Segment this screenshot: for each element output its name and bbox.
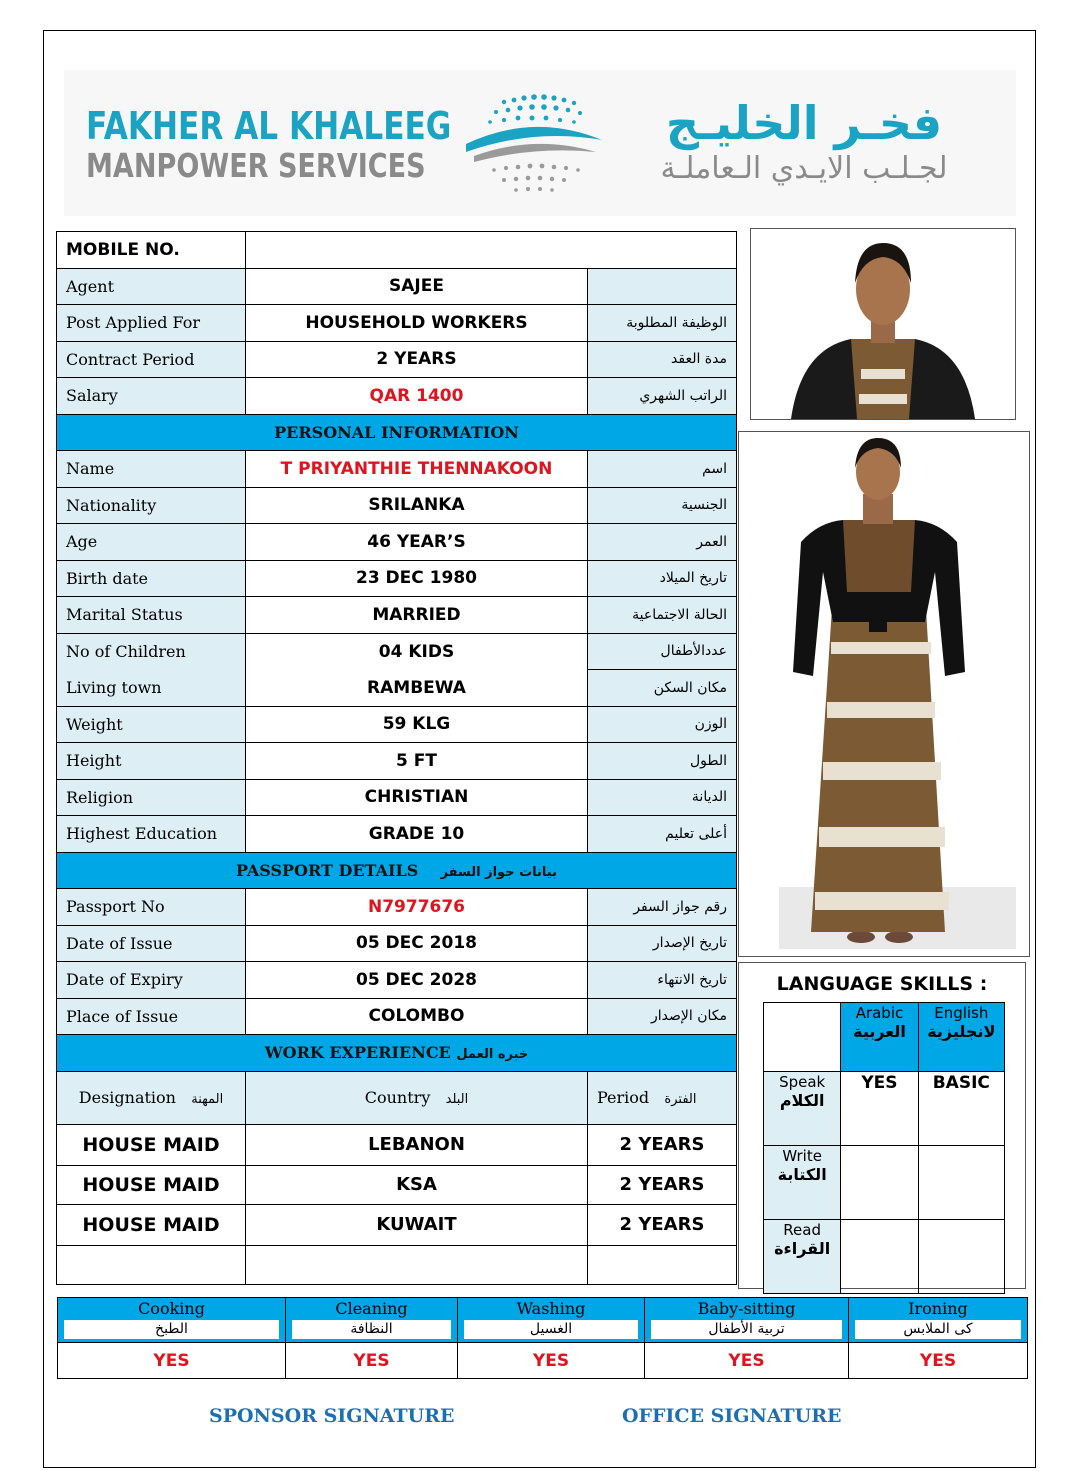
speak-arabic-value: YES <box>841 1072 918 1146</box>
issue-date-label-ar: تاريخ الإصدار <box>588 925 737 962</box>
age-label: Age <box>57 524 246 561</box>
empty-work-row <box>57 1245 737 1284</box>
salary-row <box>57 378 737 415</box>
children-row <box>57 633 737 670</box>
skill-label: Baby-sitting <box>697 1299 796 1318</box>
company-name-ar-line2: لجـلـب الايـدي الـعاملـة <box>660 151 948 186</box>
birthdate-value: 23 DEC 1980 <box>246 560 588 597</box>
religion-value: CHRISTIAN <box>246 779 588 816</box>
skills-header-row <box>58 1298 1028 1343</box>
skills-values-row <box>58 1343 1028 1379</box>
country-header <box>246 1071 588 1124</box>
english-label-ar: لانجليزية <box>927 1022 996 1041</box>
skill-label: Washing <box>516 1299 586 1318</box>
table-row <box>57 1204 737 1245</box>
birthdate-row <box>57 560 737 597</box>
skill-label-ar: الغسيل <box>464 1320 638 1339</box>
speak-label: Speak <box>779 1073 826 1091</box>
skill-cooking-header <box>58 1298 286 1343</box>
read-label: Read <box>783 1221 821 1239</box>
empty-cell <box>588 1245 737 1284</box>
company-logo-icon <box>464 82 604 206</box>
work-country: KUWAIT <box>246 1204 588 1245</box>
designation-label-ar: المهنة <box>191 1092 224 1107</box>
children-label: No of Children <box>57 633 246 670</box>
education-value: GRADE 10 <box>246 816 588 853</box>
company-name-line1: FAKHER AL KHALEEG <box>86 104 452 148</box>
skill-washing-header <box>458 1298 645 1343</box>
height-label: Height <box>57 743 246 780</box>
skill-babysitting-header <box>645 1298 849 1343</box>
language-skills-table <box>763 1002 1005 1294</box>
read-english-value <box>918 1220 1004 1294</box>
skill-ironing-value: YES <box>849 1343 1028 1379</box>
skill-cooking-value: YES <box>58 1343 286 1379</box>
work-period: 2 YEARS <box>588 1204 737 1245</box>
period-label-ar: الفترة <box>664 1092 697 1107</box>
post-label-ar: الوظيفة المطلوبة <box>588 305 737 342</box>
designation-header <box>57 1071 246 1124</box>
country-label-ar: البلد <box>445 1092 469 1107</box>
language-skills-panel <box>738 962 1026 1289</box>
expiry-date-value: 05 DEC 2028 <box>246 962 588 999</box>
passport-no-label-ar: رقم جواز السفر <box>588 889 737 926</box>
arabic-column-header <box>841 1003 918 1072</box>
personal-section-header <box>57 414 737 451</box>
height-label-ar: الطول <box>588 743 737 780</box>
empty-cell <box>246 1245 588 1284</box>
contract-label-ar: مدة العقد <box>588 341 737 378</box>
skill-washing-value: YES <box>458 1343 645 1379</box>
issue-date-value: 05 DEC 2018 <box>246 925 588 962</box>
write-label: Write <box>782 1147 822 1165</box>
work-title: WORK EXPERIENCE <box>264 1043 451 1063</box>
read-arabic-value <box>841 1220 918 1294</box>
company-name-ar <box>624 96 984 188</box>
marital-row <box>57 597 737 634</box>
arabic-label-ar: العربية <box>853 1022 906 1041</box>
portrait-photo <box>750 228 1016 420</box>
language-header-row <box>764 1003 1005 1072</box>
country-label: Country <box>364 1088 431 1107</box>
salary-label: Salary <box>57 378 246 415</box>
skill-label: Cleaning <box>335 1299 408 1318</box>
weight-label-ar: الوزن <box>588 706 737 743</box>
speak-label-ar: الكلام <box>779 1091 825 1110</box>
skill-cleaning-value: YES <box>286 1343 458 1379</box>
height-value: 5 FT <box>246 743 588 780</box>
personal-title: PERSONAL INFORMATION <box>57 414 737 451</box>
nationality-label-ar: الجنسية <box>588 487 737 524</box>
issue-place-label: Place of Issue <box>57 998 246 1035</box>
nationality-label: Nationality <box>57 487 246 524</box>
issue-date-label: Date of Issue <box>57 925 246 962</box>
expiry-date-label-ar: تاريخ الانتهاء <box>588 962 737 999</box>
skill-label-ar: کی الملابس <box>855 1320 1021 1339</box>
salary-label-ar: الراتب الشهري <box>588 378 737 415</box>
speak-label-cell <box>764 1072 841 1146</box>
issue-date-row <box>57 925 737 962</box>
speak-row <box>764 1072 1005 1146</box>
education-label: Highest Education <box>57 816 246 853</box>
work-section-header <box>57 1035 737 1072</box>
work-period: 2 YEARS <box>588 1165 737 1204</box>
name-label: Name <box>57 451 246 488</box>
read-row <box>764 1220 1005 1294</box>
read-label-ar: القراءة <box>774 1239 831 1258</box>
issue-place-label-ar: مكان الإصدار <box>588 998 737 1035</box>
work-columns-header <box>57 1071 737 1124</box>
empty-cell <box>57 1245 246 1284</box>
marital-label: Marital Status <box>57 597 246 634</box>
passport-no-row <box>57 889 737 926</box>
agent-value: SAJEE <box>246 268 588 305</box>
post-label: Post Applied For <box>57 305 246 342</box>
birthdate-label: Birth date <box>57 560 246 597</box>
living-town-row <box>57 670 737 707</box>
living-town-label: Living town <box>57 670 246 707</box>
read-label-cell <box>764 1220 841 1294</box>
period-label: Period <box>597 1088 650 1107</box>
work-designation: HOUSE MAID <box>57 1124 246 1165</box>
skill-ironing-header <box>849 1298 1028 1343</box>
age-label-ar: العمر <box>588 524 737 561</box>
passport-title-cell <box>57 852 737 889</box>
passport-no-label: Passport No <box>57 889 246 926</box>
skill-label-ar: النظافة <box>292 1320 451 1339</box>
age-value: 46 YEAR’S <box>246 524 588 561</box>
applicant-details-table <box>56 231 737 1285</box>
contract-value: 2 YEARS <box>246 341 588 378</box>
work-title-cell <box>57 1035 737 1072</box>
marital-value: MARRIED <box>246 597 588 634</box>
write-english-value <box>918 1146 1004 1220</box>
full-body-photo <box>738 431 1030 957</box>
passport-no-value: N7977676 <box>246 889 588 926</box>
children-label-ar: عددالأطفال <box>588 633 737 670</box>
nationality-row <box>57 487 737 524</box>
period-header <box>588 1071 737 1124</box>
education-row <box>57 816 737 853</box>
skill-cleaning-header <box>286 1298 458 1343</box>
write-arabic-value <box>841 1146 918 1220</box>
name-value: T PRIYANTHIE THENNAKOON <box>246 451 588 488</box>
household-skills-table <box>57 1297 1028 1379</box>
skill-babysitting-value: YES <box>645 1343 849 1379</box>
children-value: 04 KIDS <box>246 633 588 670</box>
language-skills-title: LANGUAGE SKILLS : <box>776 973 988 995</box>
company-name-line2: MANPOWER SERVICES <box>86 146 426 185</box>
living-town-label-ar: مكان السكن <box>588 670 737 707</box>
post-row <box>57 305 737 342</box>
passport-title: PASSPORT DETAILS <box>235 860 419 880</box>
height-row <box>57 743 737 780</box>
work-designation: HOUSE MAID <box>57 1204 246 1245</box>
mobile-value <box>246 232 737 269</box>
living-town-value: RAMBEWA <box>246 670 588 707</box>
issue-place-row <box>57 998 737 1035</box>
office-signature-label: OFFICE SIGNATURE <box>622 1405 842 1427</box>
issue-place-value: COLOMBO <box>246 998 588 1035</box>
birthdate-label-ar: تاريخ الميلاد <box>588 560 737 597</box>
designation-label: Designation <box>78 1088 176 1107</box>
contract-label: Contract Period <box>57 341 246 378</box>
table-row <box>57 1124 737 1165</box>
agent-label: Agent <box>57 268 246 305</box>
nationality-value: SRILANKA <box>246 487 588 524</box>
agent-label-ar <box>588 268 737 305</box>
passport-section-header <box>57 852 737 889</box>
english-label: English <box>934 1004 989 1022</box>
write-label-cell <box>764 1146 841 1220</box>
write-row <box>764 1146 1005 1220</box>
sponsor-signature-label: SPONSOR SIGNATURE <box>209 1405 455 1427</box>
religion-label: Religion <box>57 779 246 816</box>
write-label-ar: الكتابة <box>777 1165 827 1184</box>
arabic-label: Arabic <box>855 1004 904 1022</box>
name-label-ar: اسم <box>588 451 737 488</box>
table-row <box>57 1165 737 1204</box>
company-banner <box>64 70 1016 216</box>
religion-label-ar: الديانة <box>588 779 737 816</box>
company-name-ar-line1: فخـر الخليـج <box>665 96 943 150</box>
skill-label-ar: تربية الأطفال <box>651 1320 842 1339</box>
english-column-header <box>918 1003 1004 1072</box>
name-row <box>57 451 737 488</box>
work-title-ar: خبره العمل <box>456 1047 529 1063</box>
mobile-label: MOBILE NO. <box>57 232 246 269</box>
education-label-ar: أعلى تعليم <box>588 816 737 853</box>
religion-row <box>57 779 737 816</box>
expiry-date-label: Date of Expiry <box>57 962 246 999</box>
weight-row <box>57 706 737 743</box>
post-value: HOUSEHOLD WORKERS <box>246 305 588 342</box>
expiry-date-row <box>57 962 737 999</box>
empty-cell <box>764 1003 841 1072</box>
contract-row <box>57 341 737 378</box>
skill-label: Ironing <box>908 1299 968 1318</box>
weight-value: 59 KLG <box>246 706 588 743</box>
work-designation: HOUSE MAID <box>57 1165 246 1204</box>
age-row <box>57 524 737 561</box>
mobile-row <box>57 232 737 269</box>
work-country: LEBANON <box>246 1124 588 1165</box>
marital-label-ar: الحالة الاجتماعية <box>588 597 737 634</box>
passport-title-ar: بيانات جواز السفر <box>440 864 557 880</box>
skill-label: Cooking <box>138 1299 205 1318</box>
salary-value: QAR 1400 <box>246 378 588 415</box>
work-period: 2 YEARS <box>588 1124 737 1165</box>
agent-row <box>57 268 737 305</box>
weight-label: Weight <box>57 706 246 743</box>
speak-english-value: BASIC <box>918 1072 1004 1146</box>
work-country: KSA <box>246 1165 588 1204</box>
skill-label-ar: الطبخ <box>64 1320 279 1339</box>
